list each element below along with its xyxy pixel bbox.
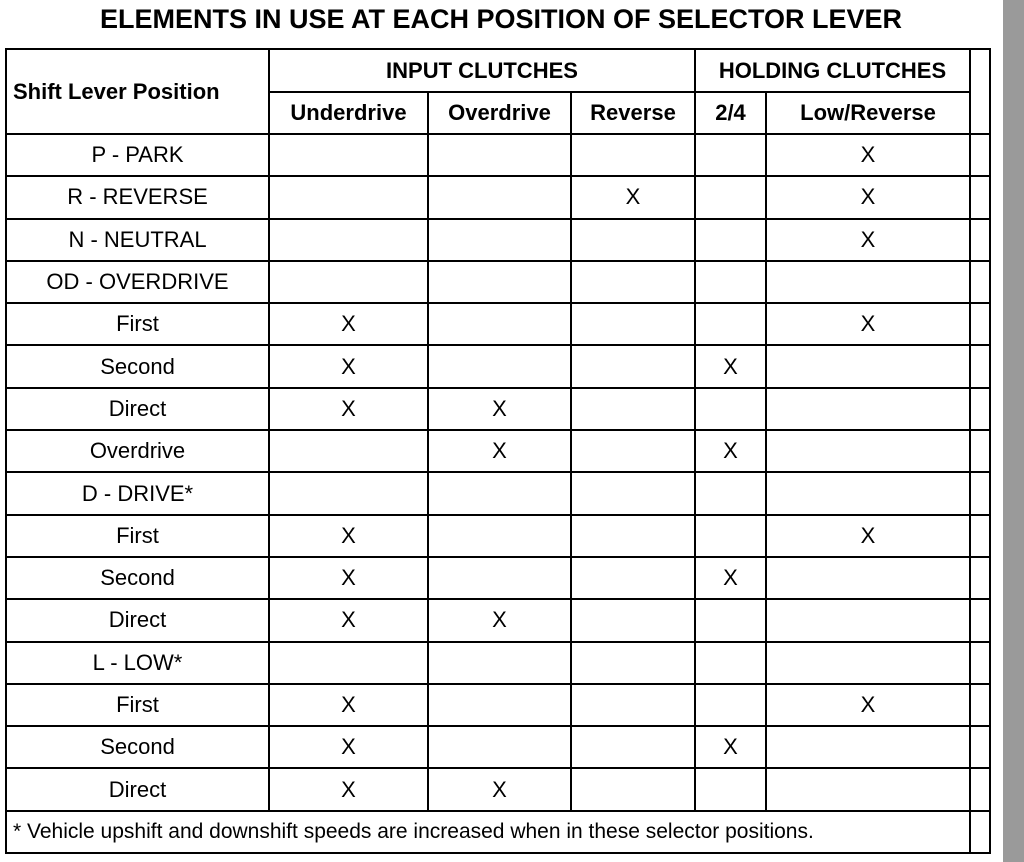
- cell-low-reverse: [766, 472, 970, 514]
- row-position-label: P - PARK: [6, 134, 269, 176]
- cell-underdrive: X: [269, 768, 428, 810]
- footnote-row: [6, 811, 990, 853]
- row-position-label: Direct: [6, 388, 269, 430]
- cell-low-reverse: [766, 768, 970, 810]
- cell-underdrive: X: [269, 515, 428, 557]
- table-row: [6, 345, 990, 387]
- table-row: [6, 472, 990, 514]
- footnote-spacer-cell: [970, 811, 990, 853]
- cell-reverse: [571, 430, 695, 472]
- cell-overdrive: X: [428, 599, 571, 641]
- table-row: [6, 642, 990, 684]
- row-position-label: N - NEUTRAL: [6, 219, 269, 261]
- cell-underdrive: [269, 261, 428, 303]
- cell-low-reverse: X: [766, 303, 970, 345]
- header-low-reverse: Low/Reverse: [766, 92, 970, 134]
- cell-2-4: [695, 599, 766, 641]
- cell-low-reverse: [766, 430, 970, 472]
- cell-2-4: [695, 472, 766, 514]
- footnote-text: * Vehicle upshift and downshift speeds are increased when in these selector positions.: [6, 811, 970, 853]
- row-position-label: Overdrive: [6, 430, 269, 472]
- row-position-label: Direct: [6, 768, 269, 810]
- cell-reverse: [571, 303, 695, 345]
- table-row: [6, 684, 990, 726]
- cell-underdrive: X: [269, 684, 428, 726]
- cell-underdrive: X: [269, 345, 428, 387]
- table-row: [6, 388, 990, 430]
- cell-reverse: [571, 768, 695, 810]
- row-spacer-cell: [970, 599, 990, 641]
- cell-reverse: [571, 726, 695, 768]
- header-holding-clutches: HOLDING CLUTCHES: [695, 49, 970, 92]
- cell-2-4: [695, 515, 766, 557]
- cell-2-4: [695, 768, 766, 810]
- row-position-label: D - DRIVE*: [6, 472, 269, 514]
- cell-underdrive: X: [269, 303, 428, 345]
- row-position-label: First: [6, 684, 269, 726]
- cell-underdrive: X: [269, 726, 428, 768]
- cell-underdrive: X: [269, 388, 428, 430]
- cell-reverse: [571, 134, 695, 176]
- table-row: [6, 726, 990, 768]
- header-overdrive: Overdrive: [428, 92, 571, 134]
- cell-low-reverse: X: [766, 134, 970, 176]
- cell-reverse: [571, 599, 695, 641]
- row-spacer-cell: [970, 219, 990, 261]
- cell-overdrive: [428, 219, 571, 261]
- cell-reverse: [571, 388, 695, 430]
- table-row: [6, 134, 990, 176]
- header-underdrive: Underdrive: [269, 92, 428, 134]
- table-row: [6, 176, 990, 218]
- cell-reverse: [571, 219, 695, 261]
- cell-overdrive: X: [428, 768, 571, 810]
- header-shift-lever-position: Shift Lever Position: [6, 49, 269, 134]
- cell-2-4: [695, 261, 766, 303]
- row-position-label: Second: [6, 345, 269, 387]
- row-spacer-cell: [970, 557, 990, 599]
- table-row: [6, 303, 990, 345]
- cell-overdrive: X: [428, 388, 571, 430]
- table-row: [6, 219, 990, 261]
- row-spacer-cell: [970, 134, 990, 176]
- header-reverse: Reverse: [571, 92, 695, 134]
- cell-underdrive: X: [269, 557, 428, 599]
- row-spacer-cell: [970, 261, 990, 303]
- cell-reverse: X: [571, 176, 695, 218]
- cell-2-4: [695, 219, 766, 261]
- cell-overdrive: X: [428, 430, 571, 472]
- table-row: [6, 599, 990, 641]
- row-spacer-cell: [970, 642, 990, 684]
- cell-underdrive: [269, 472, 428, 514]
- cell-low-reverse: X: [766, 219, 970, 261]
- row-spacer-cell: [970, 388, 990, 430]
- selector-lever-elements-table: [5, 48, 991, 854]
- row-position-label: L - LOW*: [6, 642, 269, 684]
- cell-low-reverse: [766, 599, 970, 641]
- header-input-clutches: INPUT CLUTCHES: [269, 49, 695, 92]
- cell-2-4: [695, 388, 766, 430]
- row-position-label: First: [6, 515, 269, 557]
- cell-2-4: [695, 176, 766, 218]
- row-spacer-cell: [970, 430, 990, 472]
- cell-overdrive: [428, 261, 571, 303]
- cell-overdrive: [428, 134, 571, 176]
- table-row: [6, 768, 990, 810]
- header-2-4: 2/4: [695, 92, 766, 134]
- cell-overdrive: [428, 515, 571, 557]
- row-spacer-cell: [970, 345, 990, 387]
- cell-low-reverse: X: [766, 515, 970, 557]
- right-edge-bar: [1003, 0, 1024, 862]
- cell-reverse: [571, 557, 695, 599]
- cell-2-4: X: [695, 345, 766, 387]
- cell-overdrive: [428, 303, 571, 345]
- cell-reverse: [571, 345, 695, 387]
- cell-overdrive: [428, 472, 571, 514]
- cell-overdrive: [428, 642, 571, 684]
- row-position-label: Second: [6, 557, 269, 599]
- cell-overdrive: [428, 684, 571, 726]
- cell-underdrive: [269, 219, 428, 261]
- cell-2-4: [695, 303, 766, 345]
- cell-overdrive: [428, 557, 571, 599]
- table-row: [6, 261, 990, 303]
- cell-reverse: [571, 684, 695, 726]
- cell-2-4: X: [695, 726, 766, 768]
- cell-2-4: [695, 134, 766, 176]
- row-spacer-cell: [970, 726, 990, 768]
- row-position-label: Direct: [6, 599, 269, 641]
- cell-reverse: [571, 472, 695, 514]
- cell-2-4: [695, 642, 766, 684]
- row-position-label: First: [6, 303, 269, 345]
- cell-overdrive: [428, 345, 571, 387]
- cell-low-reverse: [766, 261, 970, 303]
- cell-low-reverse: X: [766, 684, 970, 726]
- row-spacer-cell: [970, 515, 990, 557]
- cell-low-reverse: [766, 388, 970, 430]
- table-row: [6, 557, 990, 599]
- cell-reverse: [571, 515, 695, 557]
- cell-reverse: [571, 261, 695, 303]
- row-position-label: Second: [6, 726, 269, 768]
- cell-low-reverse: [766, 557, 970, 599]
- cell-reverse: [571, 642, 695, 684]
- row-spacer-cell: [970, 684, 990, 726]
- cell-underdrive: [269, 642, 428, 684]
- cell-overdrive: [428, 176, 571, 218]
- row-spacer-cell: [970, 472, 990, 514]
- row-spacer-cell: [970, 176, 990, 218]
- cell-underdrive: [269, 430, 428, 472]
- cell-low-reverse: X: [766, 176, 970, 218]
- cell-underdrive: X: [269, 599, 428, 641]
- row-spacer-cell: [970, 303, 990, 345]
- table-row: [6, 430, 990, 472]
- cell-overdrive: [428, 726, 571, 768]
- cell-underdrive: [269, 134, 428, 176]
- row-position-label: OD - OVERDRIVE: [6, 261, 269, 303]
- row-spacer-cell: [970, 768, 990, 810]
- row-position-label: R - REVERSE: [6, 176, 269, 218]
- cell-2-4: X: [695, 430, 766, 472]
- cell-underdrive: [269, 176, 428, 218]
- cell-low-reverse: [766, 642, 970, 684]
- table-row: [6, 515, 990, 557]
- cell-2-4: [695, 684, 766, 726]
- cell-2-4: X: [695, 557, 766, 599]
- cell-low-reverse: [766, 345, 970, 387]
- cell-low-reverse: [766, 726, 970, 768]
- header-spacer-cell: [970, 49, 990, 134]
- page-title: ELEMENTS IN USE AT EACH POSITION OF SELECTOR LEVER: [99, 4, 903, 34]
